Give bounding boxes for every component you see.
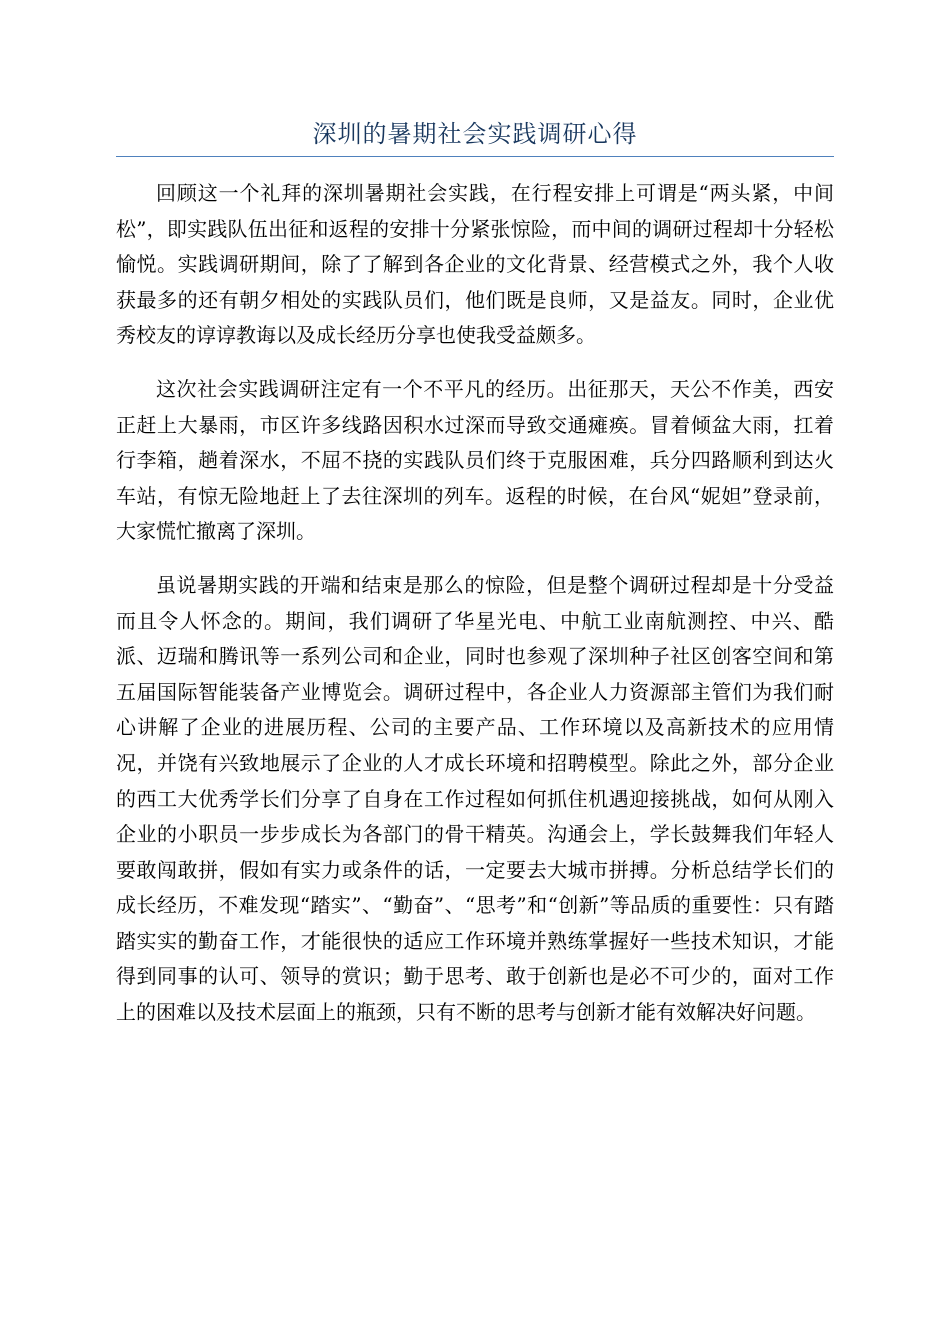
- paragraph-1: 回顾这一个礼拜的深圳暑期社会实践，在行程安排上可谓是“两头紧，中间松”，即实践队伍出征和返程的安排十分紧张惊险，而中间的调研过程却十分轻松愉悦。实践调研期间，除了了解到各企业的文化背景、经营模式之外，我个人收获最多的还有朝夕相处的实践队员们，他们既是良师，又是益友。同时，企业优秀校友的谆谆教诲以及成长经历分享也使我受益颇多。: [116, 181, 834, 348]
- paragraph-2: 这次社会实践调研注定有一个不平凡的经历。出征那天，天公不作美，西安正赶上大暴雨，市区许多线路因积水过深而导致交通瘫痪。冒着倾盆大雨，扛着行李箱，趟着深水，不屈不挠的实践队员们终于克服困难，兵分四路顺利到达火车站，有惊无险地赶上了去往深圳的列车。返程的时候，在台风“妮妲”登录前，大家慌忙撤离了深圳。: [116, 376, 834, 544]
- paragraph-3: 虽说暑期实践的开端和结束是那么的惊险，但是整个调研过程却是十分受益而且令人怀念的。期间，我们调研了华星光电、中航工业南航测控、中兴、酷派、迈瑞和腾讯等一系列公司和企业，同时也参观了深圳种子社区创客空间和第五届国际智能装备产业博览会。调研过程中，各企业人力资源部主管们为我们耐心讲解了企业的进展历程、公司的主要产品、工作环境以及高新技术的应用情况，并饶有兴致地展示了企业的人才成长环境和招聘模型。除此之外，部分企业的西工大优秀学长们分享了自身在工作过程如何抓住机遇迎接挑战，如何从刚入企业的小职员一步步成长为各部门的骨干精英。沟通会上，学长鼓舞我们年轻人要敢闯敢拼，假如有实力或条件的话，一定要去大城市拼搏。分析总结学长们的成长经历，不难发现“踏实”、“勤奋”、“思考”和“创新”等品质的重要性：只有踏踏实实的勤奋工作，才能很快的适应工作环境并熟练掌握好一些技术知识，才能得到同事的认可、领导的赏识；勤于思考、敢于创新也是必不可少的，面对工作上的困难以及技术层面上的瓶颈，只有不断的思考与创新才能有效解决好问题。: [116, 572, 834, 1025]
- document-title: 深圳的暑期社会实践调研心得: [312, 120, 638, 148]
- title-block: [116, 112, 834, 157]
- document-body: [116, 176, 834, 1049]
